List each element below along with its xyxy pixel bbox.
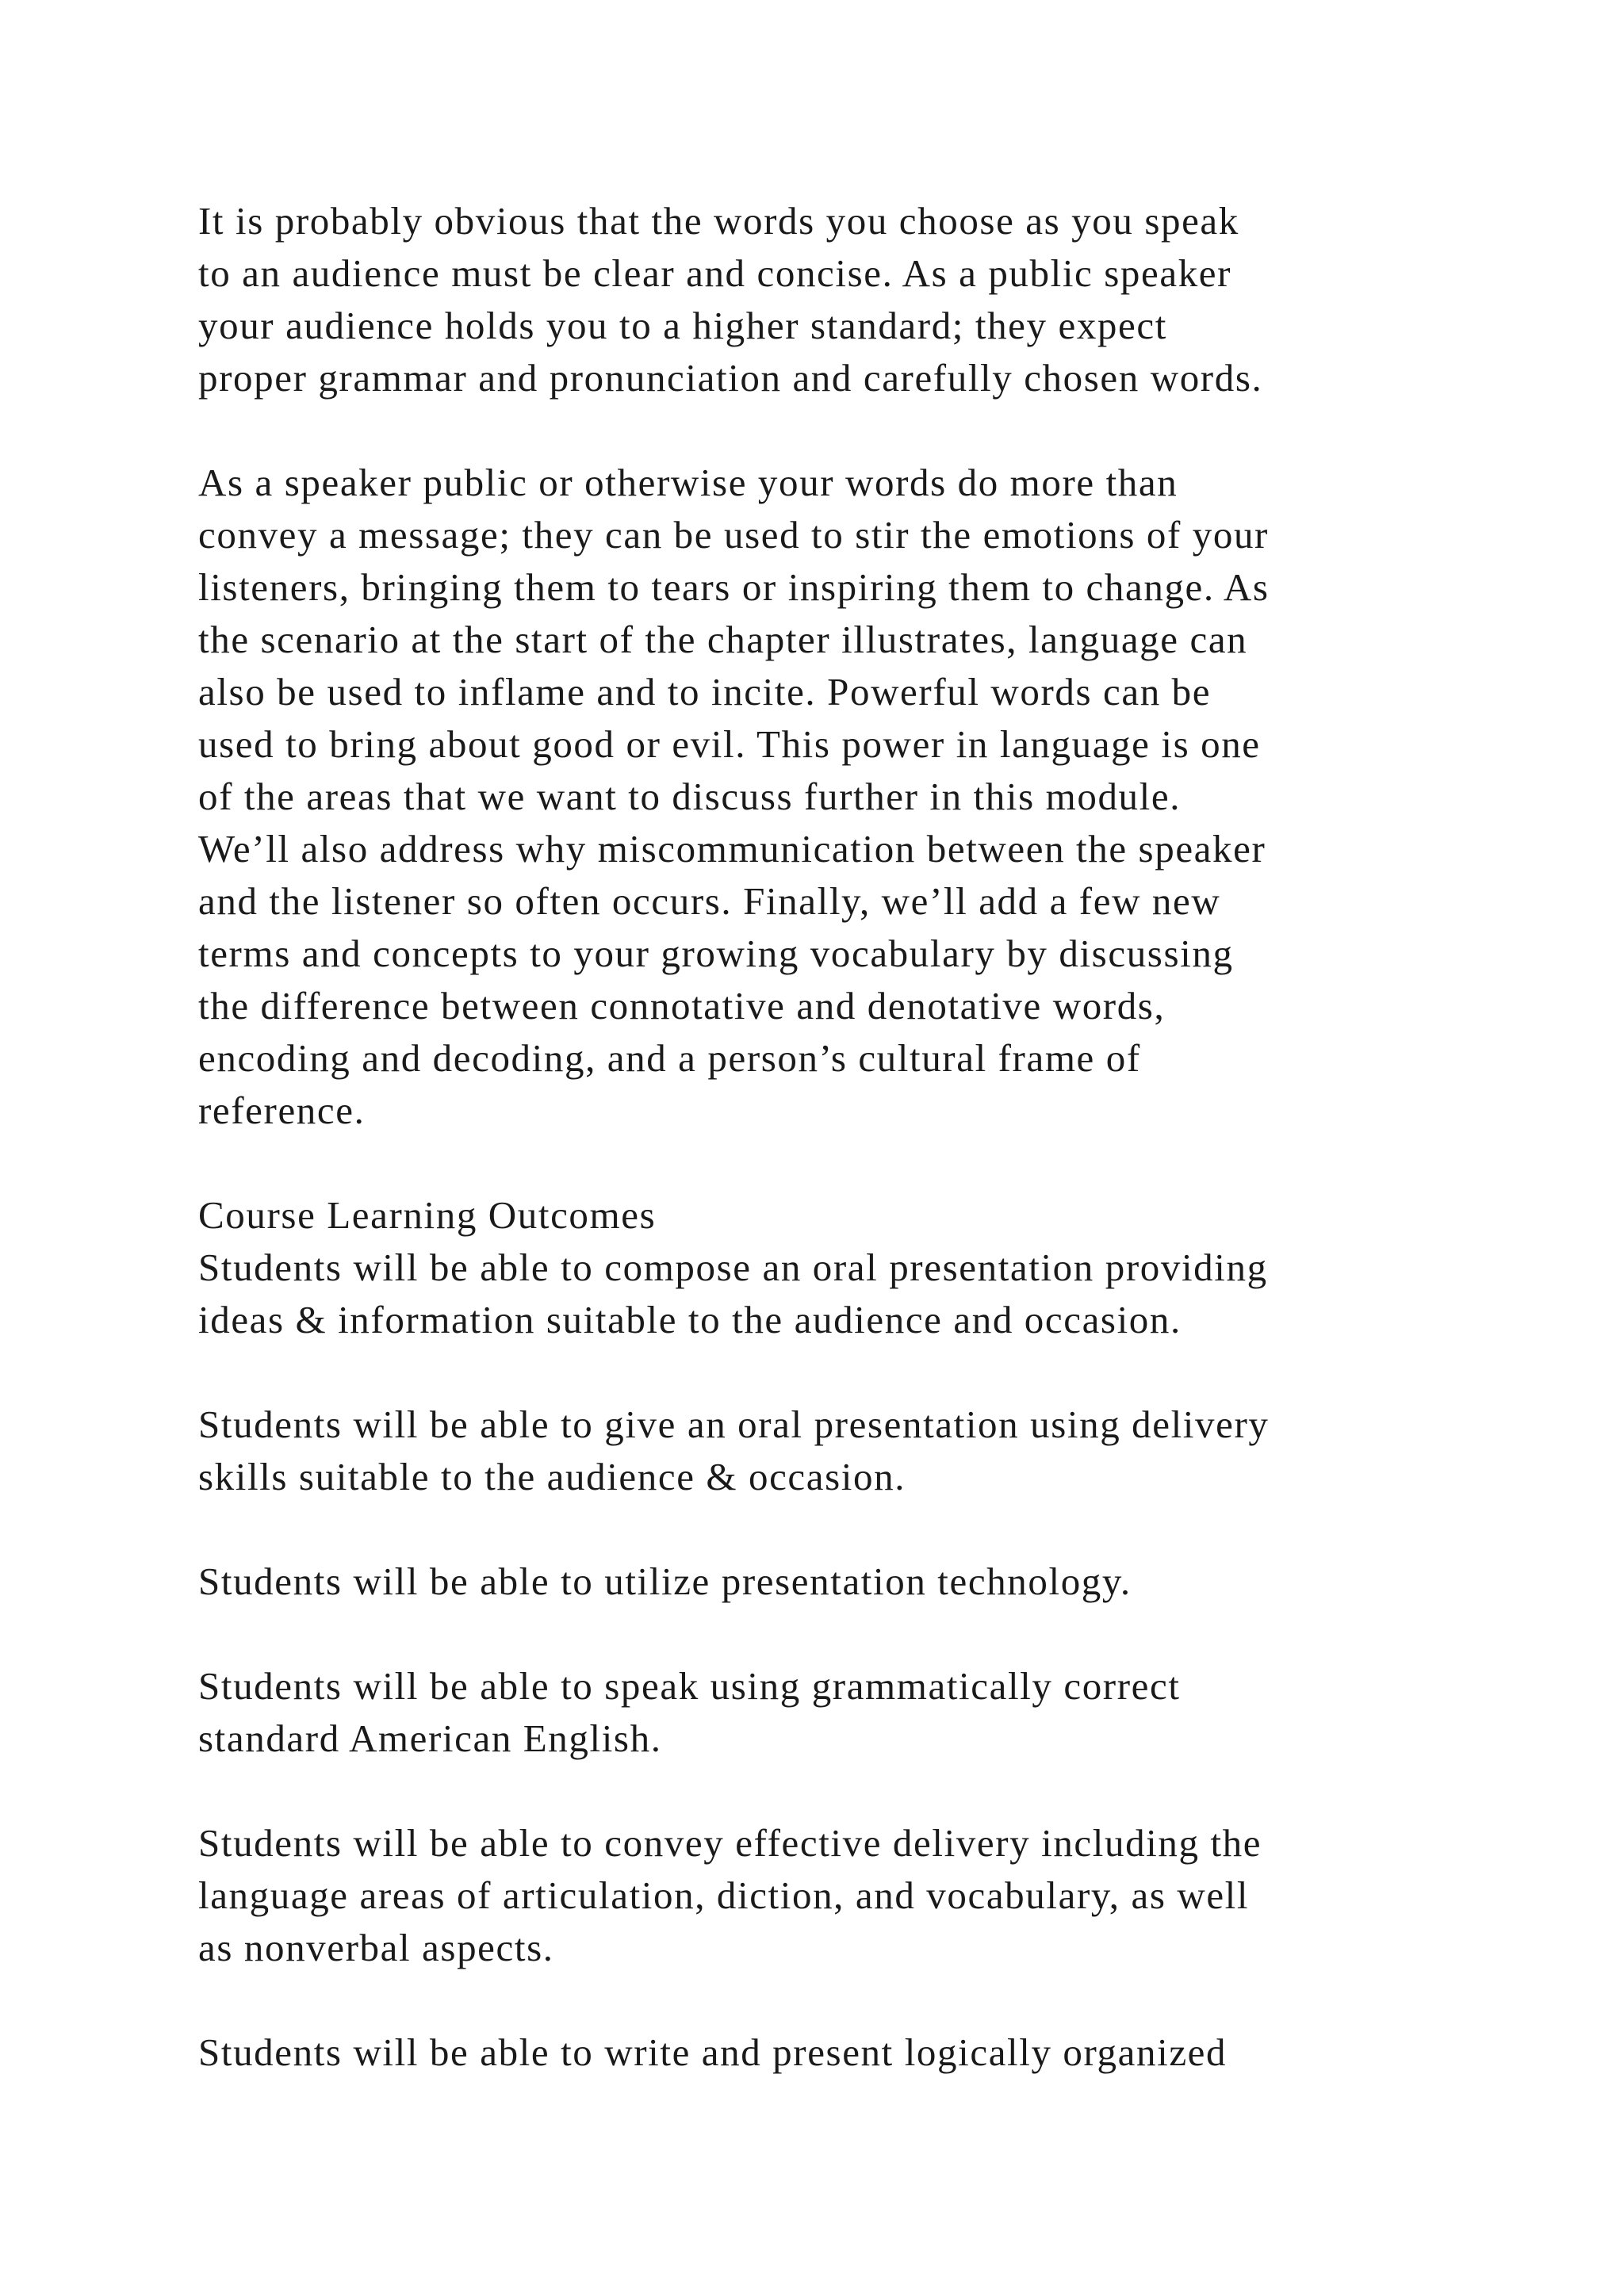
text-line: proper grammar and pronunciation and carefully chosen words. [198,356,1263,400]
intro-paragraph [198,195,1483,404]
paragraph-gap [198,1503,1483,1556]
paragraph-gap [198,1346,1483,1399]
text-line: of the areas that we want to discuss further in this module. [198,775,1182,818]
outcomes-heading: Course Learning Outcomes [198,1193,657,1237]
outcome-6 [198,2026,1483,2079]
paragraph-gap [198,1974,1483,2026]
document-body [198,195,1483,2079]
text-line: encoding and decoding, and a person’s cultural frame of [198,1036,1141,1080]
outcome-4 [198,1660,1483,1765]
text-line: and the listener so often occurs. Finally, we’ll add a few new [198,879,1221,923]
outcome-3 [198,1556,1483,1608]
outcome-1 [198,1242,1483,1346]
text-line: skills suitable to the audience & occasion. [198,1455,906,1498]
outcome-5 [198,1817,1483,1974]
text-line: Students will be able to utilize presentation technology. [198,1559,1132,1603]
text-line: the scenario at the start of the chapter illustrates, language can [198,618,1248,661]
text-line: ideas & information suitable to the audience and occasion. [198,1298,1182,1341]
text-line: used to bring about good or evil. This power in language is one [198,722,1261,766]
text-line: to an audience must be clear and concise. As a public speaker [198,251,1232,295]
paragraph-gap [198,1137,1483,1189]
paragraph-gap [198,404,1483,457]
text-line: Students will be able to give an oral presentation using delivery [198,1402,1270,1446]
paragraph-gap [198,1608,1483,1660]
text-line: your audience holds you to a higher standard; they expect [198,304,1167,347]
text-line: listeners, bringing them to tears or inspiring them to change. As [198,565,1270,609]
text-line: We’ll also address why miscommunication between the speaker [198,827,1266,871]
outcome-2 [198,1399,1483,1503]
text-line: Students will be able to write and present logically organized [198,2030,1228,2074]
text-line: As a speaker public or otherwise your words do more than [198,461,1178,504]
text-line: Students will be able to speak using grammatically correct [198,1664,1181,1708]
text-line: Students will be able to convey effective delivery including the [198,1821,1262,1865]
text-line: language areas of articulation, diction, and vocabulary, as well [198,1873,1250,1917]
text-line: also be used to inflame and to incite. Powerful words can be [198,670,1212,714]
text-line: reference. [198,1089,366,1132]
text-line: Students will be able to compose an oral presentation providing [198,1246,1268,1289]
text-line: as nonverbal aspects. [198,1926,554,1969]
text-line: standard American English. [198,1716,662,1760]
text-line: terms and concepts to your growing vocabulary by discussing [198,932,1234,975]
text-line: the difference between connotative and denotative words, [198,984,1166,1027]
text-line: It is probably obvious that the words you choose as you speak [198,199,1239,243]
speaker-paragraph [198,457,1483,1137]
text-line: convey a message; they can be used to stir the emotions of your [198,513,1269,557]
paragraph-gap [198,1765,1483,1817]
